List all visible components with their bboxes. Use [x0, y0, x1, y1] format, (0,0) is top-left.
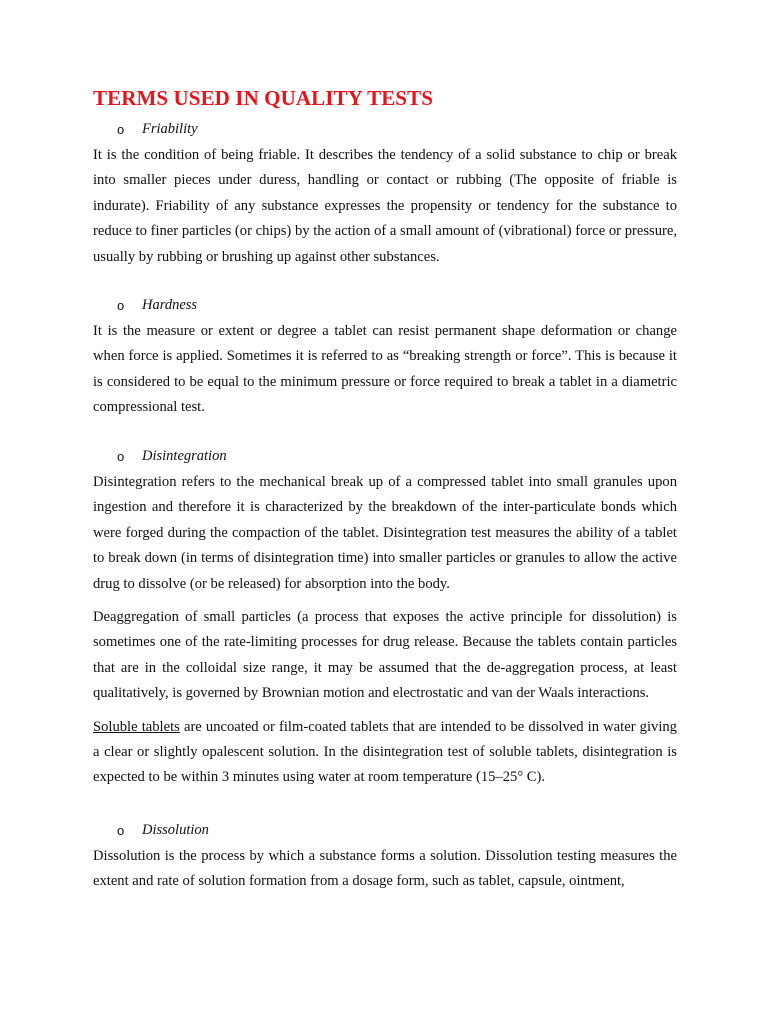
heading-dissolution: Dissolution	[142, 821, 209, 838]
bullet-icon: o	[117, 121, 125, 137]
bullet-icon: o	[117, 297, 125, 313]
bullet-icon: o	[117, 822, 125, 838]
section-heading	[93, 820, 677, 840]
section-hardness	[93, 295, 677, 421]
paragraph-soluble-tablets	[93, 715, 677, 791]
paragraph-dissolution: Dissolution is the process by which a substance forms a solution. Dissolution testing measures the extent and rate of solution formation from a dosage form, such as tablet, capsule, ointment,	[93, 848, 677, 890]
heading-hardness: Hardness	[142, 296, 198, 313]
section-heading	[93, 446, 677, 466]
page-title: TERMS USED IN QUALITY TESTS	[93, 86, 433, 110]
soluble-tablets-term: Soluble tablets	[93, 718, 180, 735]
section-dissolution	[93, 820, 677, 895]
bullet-icon: o	[117, 448, 125, 464]
paragraph-disintegration-2: Deaggregation of small particles (a process that exposes the active principle for dissolution) is sometimes one of the rate-limiting processes for drug release. Because the tablets contain particles that are in the colloidal size range, it may be assumed that the de-aggregation process, at least qualitatively, is governed by Brownian motion and electrostatic and van der Waals interactions.	[93, 609, 677, 702]
section-friability	[93, 119, 677, 270]
soluble-tablets-text: are uncoated or film-coated tablets that are intended to be dissolved in water giving a clear or slightly opalescent solution. In the disintegration test of soluble tablets, disintegration is expected to be within 3 minutes using water at room temperature (15–25° C).	[93, 718, 677, 786]
paragraph-friability: It is the condition of being friable. It describes the tendency of a solid substance to chip or break into smaller pieces under duress, handling or contact or rubbing (The opposite of friable is indurate). Friability of any substance expresses the propensity or tendency for the substance to reduce to finer particles (or chips) by the action of a small amount of (vibrational) force or pressure, usually by rubbing or brushing up against other substances.	[93, 147, 677, 265]
section-heading	[93, 295, 677, 315]
section-disintegration	[93, 446, 677, 791]
paragraph-hardness: It is the measure or extent or degree a tablet can resist permanent shape deformation or change when force is applied. Sometimes it is referred to as “breaking strength or force”. This is because it is considered to be equal to the minimum pressure or force required to break a tablet in a diametric compressional test.	[93, 323, 677, 416]
heading-disintegration: Disintegration	[142, 447, 227, 464]
paragraph-disintegration-1: Disintegration refers to the mechanical break up of a compressed tablet into small granules upon ingestion and therefore it is characterized by the breakdown of the inter-particulate bonds which were forged during the compaction of the tablet. Disintegration test measures the ability of a tablet to break down (in terms of disintegration time) into smaller particles or granules to allow the active drug to dissolve (or be released) for absorption into the body.	[93, 474, 677, 592]
heading-friability: Friability	[142, 120, 198, 137]
section-heading	[93, 119, 677, 139]
